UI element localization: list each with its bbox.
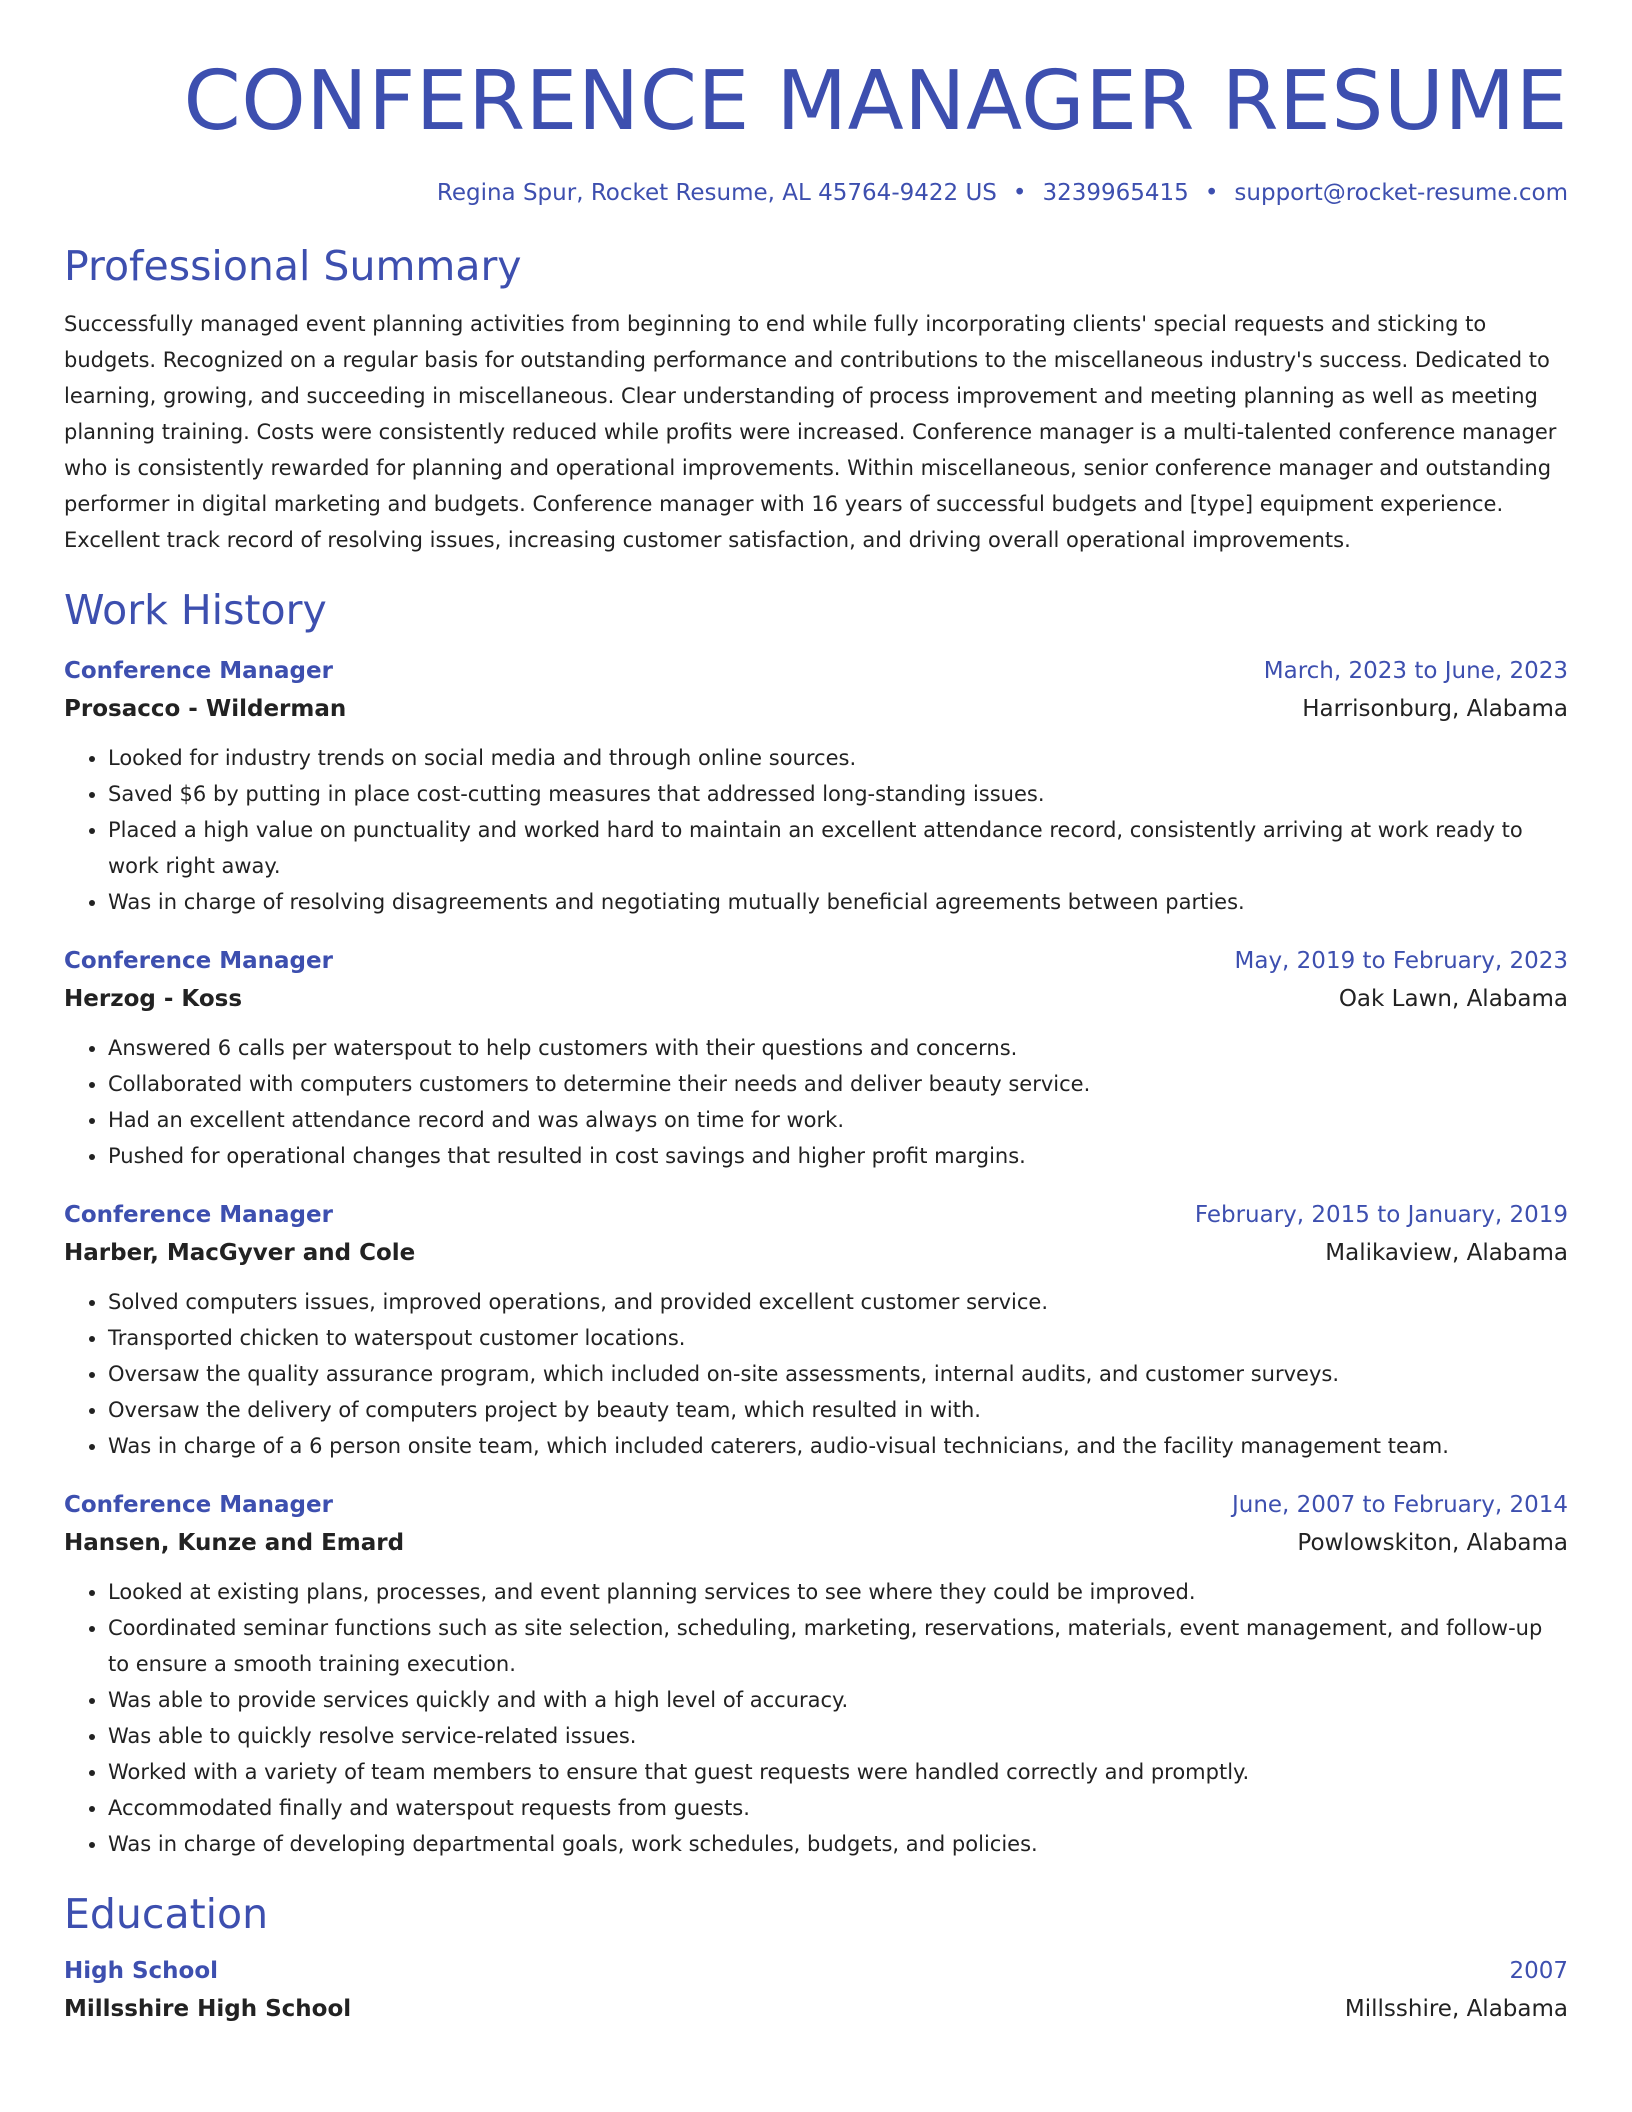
job-bullet: • Was able to provide services quickly and with a high level of accuracy.	[108, 1682, 1568, 1718]
job-location: Powlowskiton, Alabama	[1297, 1530, 1568, 1556]
job-bullet: • Saved $6 by putting in place cost-cutting measures that addressed long-standing issues.	[108, 776, 1568, 812]
contact-line	[64, 176, 1568, 210]
job-bullets	[64, 740, 1568, 920]
job-bullets	[64, 1574, 1568, 1862]
job-bullet: • Coordinated seminar functions such as site selection, scheduling, marketing, reservations, materials, event management, and follow-up to ensure a smooth training execution.	[108, 1610, 1568, 1682]
job-bullet: • Oversaw the quality assurance program, which included on-site assessments, internal audits, and customer surveys.	[108, 1356, 1568, 1392]
education-degree: High School	[64, 1958, 219, 1984]
section-heading-work-history: Work History	[64, 586, 327, 634]
job-dates: March, 2023 to June, 2023	[1263, 658, 1568, 684]
job-header-row	[64, 652, 1568, 690]
job-bullet: • Looked at existing plans, processes, and event planning services to see where they could be improved.	[108, 1574, 1568, 1610]
job-bullet: • Transported chicken to waterspout customer locations.	[108, 1320, 1568, 1356]
section-heading-summary: Professional Summary	[64, 242, 522, 290]
job-bullet: • Was in charge of developing departmental goals, work schedules, budgets, and policies.	[108, 1826, 1568, 1862]
job-dates: February, 2015 to January, 2019	[1194, 1202, 1568, 1228]
job-bullet: • Pushed for operational changes that resulted in cost savings and higher profit margins.	[108, 1138, 1568, 1174]
job-header-row	[64, 942, 1568, 980]
job-dates: May, 2019 to February, 2023	[1234, 948, 1568, 974]
education-location: Millsshire, Alabama	[1344, 1996, 1568, 2022]
job-bullet: • Was able to quickly resolve service-related issues.	[108, 1718, 1568, 1754]
job-entry	[64, 652, 1568, 920]
job-bullets	[64, 1284, 1568, 1464]
job-title: Conference Manager	[64, 1202, 333, 1228]
education-school-row	[64, 1990, 1568, 2028]
job-bullet: • Collaborated with computers customers to determine their needs and deliver beauty service.	[108, 1066, 1568, 1102]
job-location: Malikaview, Alabama	[1325, 1240, 1568, 1266]
job-bullets	[64, 1030, 1568, 1174]
education-header-row	[64, 1952, 1568, 1990]
job-bullet: • Worked with a variety of team members to ensure that guest requests were handled correctly and promptly.	[108, 1754, 1568, 1790]
contact-address: Regina Spur, Rocket Resume, AL 45764-9422 US	[436, 180, 997, 206]
job-entry	[64, 1486, 1568, 1862]
job-dates: June, 2007 to February, 2014	[1231, 1492, 1568, 1518]
job-company-row	[64, 690, 1568, 728]
job-bullet: • Looked for industry trends on social media and through online sources.	[108, 740, 1568, 776]
job-header-row	[64, 1196, 1568, 1234]
education-entry	[64, 1952, 1568, 2028]
job-company-row	[64, 980, 1568, 1018]
job-entry	[64, 1196, 1568, 1464]
job-company: Prosacco - Wilderman	[64, 696, 347, 722]
job-bullet: • Solved computers issues, improved operations, and provided excellent customer service.	[108, 1284, 1568, 1320]
contact-separator: •	[1204, 180, 1219, 206]
job-bullet: • Oversaw the delivery of computers project by beauty team, which resulted in with.	[108, 1392, 1568, 1428]
job-bullet: • Was in charge of a 6 person onsite team, which included caterers, audio-visual technicians, and the facility management team.	[108, 1428, 1568, 1464]
job-entry	[64, 942, 1568, 1174]
education-year: 2007	[1509, 1958, 1568, 1984]
job-title: Conference Manager	[64, 948, 333, 974]
job-company: Harber, MacGyver and Cole	[64, 1240, 416, 1266]
job-company-row	[64, 1524, 1568, 1562]
job-header-row	[64, 1486, 1568, 1524]
page-title: CONFERENCE MANAGER RESUME	[183, 54, 1568, 149]
job-bullet: • Had an excellent attendance record and was always on time for work.	[108, 1102, 1568, 1138]
job-company-row	[64, 1234, 1568, 1272]
section-heading-education: Education	[64, 1890, 269, 1938]
summary-text: Successfully managed event planning activities from beginning to end while fully incorporating clients' special requests and sticking to budgets. Recognized on a regular basis for outstanding performance and contributions to the miscellaneous industry's success. Dedicated to learning, growing, and succeeding in miscellaneous. Clear understanding of process improvement and meeting planning as well as meeting planning training. Costs were consistently reduced while profits were increased. Conference manager is a multi-talented conference manager who is consistently rewarded for planning and operational improvements. Within miscellaneous, senior conference manager and outstanding performer in digital marketing and budgets. Conference manager with 16 years of successful budgets and [type] equipment experience. Excellent track record of resolving issues, increasing customer satisfaction, and driving overall operational improvements.	[64, 312, 1557, 552]
contact-email: support@rocket-resume.com	[1234, 180, 1568, 206]
job-bullet: • Was in charge of resolving disagreements and negotiating mutually beneficial agreements between parties.	[108, 884, 1568, 920]
job-bullet: • Placed a high value on punctuality and worked hard to maintain an excellent attendance record, consistently arriving at work ready to work right away.	[108, 812, 1568, 884]
job-location: Oak Lawn, Alabama	[1338, 986, 1568, 1012]
education-school: Millsshire High School	[64, 1996, 352, 2022]
contact-phone: 3239965415	[1042, 180, 1189, 206]
job-title: Conference Manager	[64, 658, 333, 684]
job-location: Harrisonburg, Alabama	[1302, 696, 1568, 722]
job-bullet: • Answered 6 calls per waterspout to help customers with their questions and concerns.	[108, 1030, 1568, 1066]
contact-separator: •	[1012, 180, 1027, 206]
job-bullet: • Accommodated finally and waterspout requests from guests.	[108, 1790, 1568, 1826]
job-company: Hansen, Kunze and Emard	[64, 1530, 405, 1556]
job-title: Conference Manager	[64, 1492, 333, 1518]
job-company: Herzog - Koss	[64, 986, 243, 1012]
